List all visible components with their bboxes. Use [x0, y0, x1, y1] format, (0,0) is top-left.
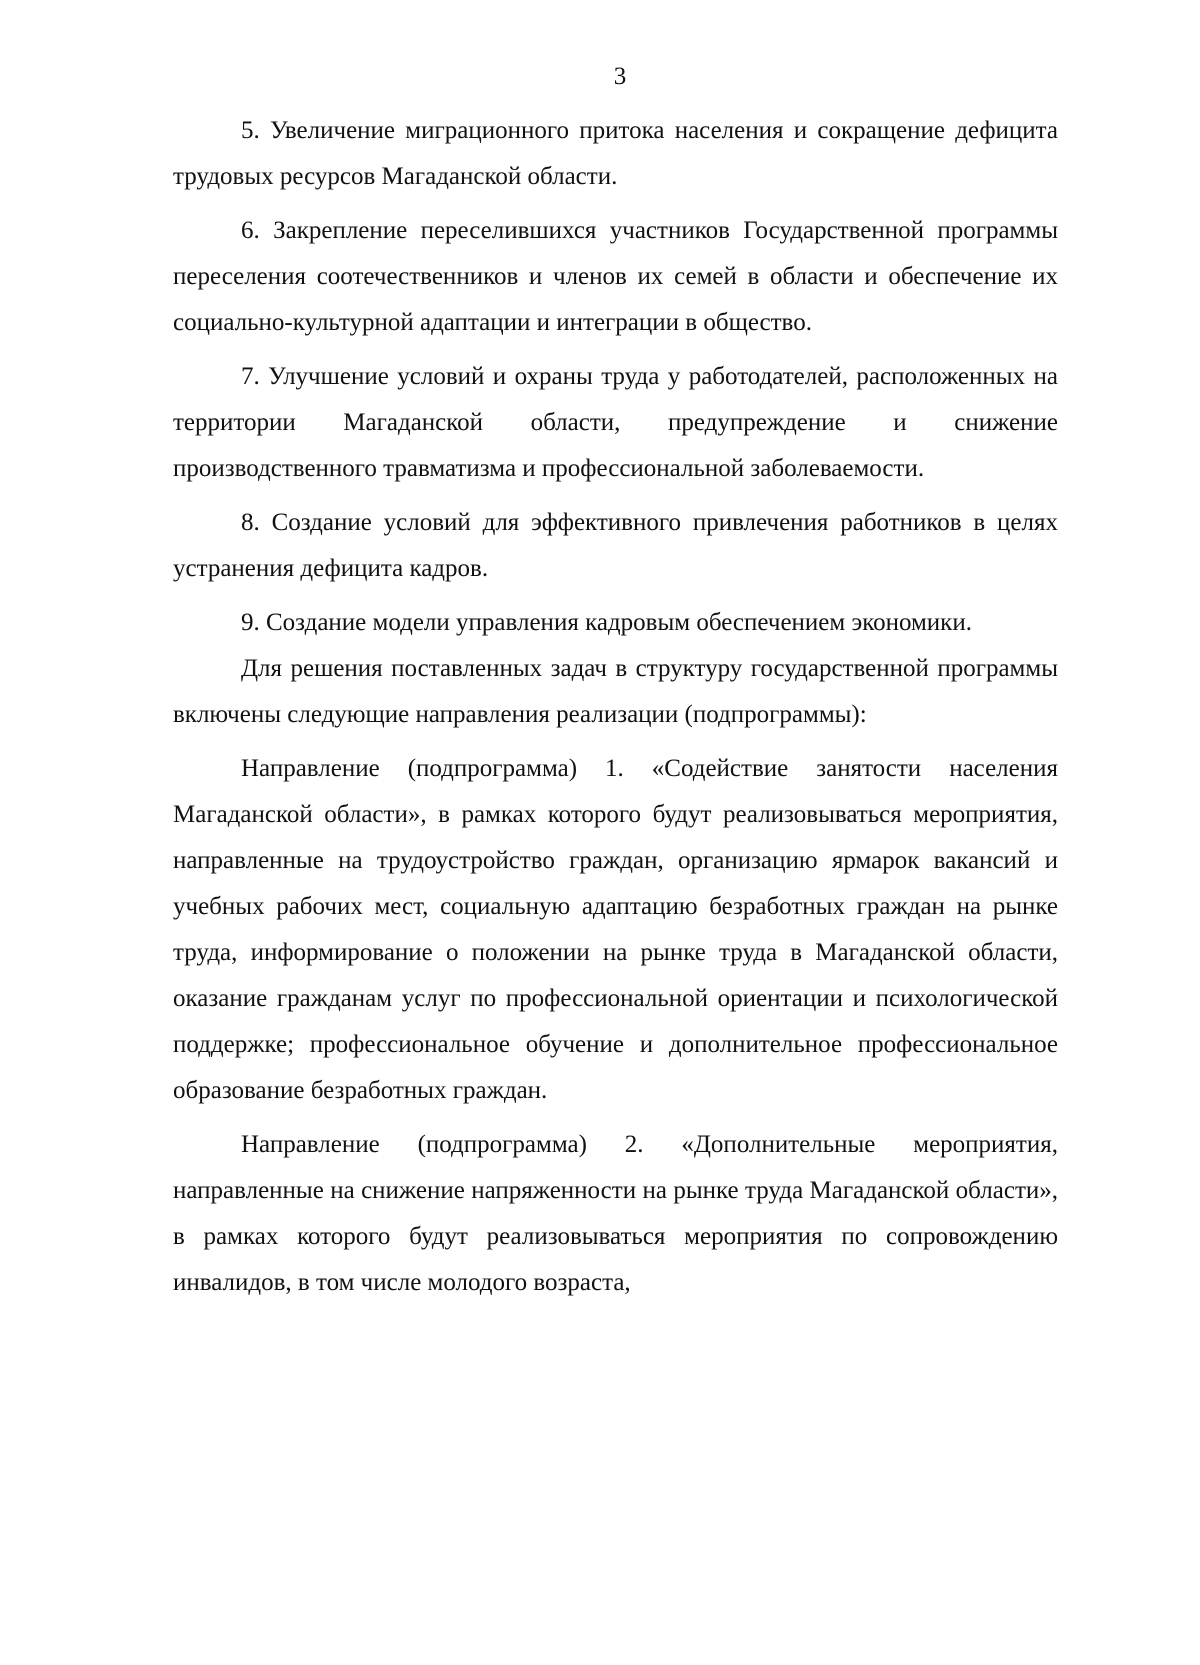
paragraph-item-8: 8. Создание условий для эффективного привлечения работников в целях устранения дефицита кадров. — [173, 509, 1058, 582]
document-body — [173, 100, 1058, 1306]
paragraph-item-7: 7. Улучшение условий и охраны труда у работодателей, расположенных на территории Магаданской области, предупреждение и снижение производственного травматизма и профессиональной заболеваемости. — [173, 363, 1058, 482]
page-number: 3 — [613, 63, 627, 90]
paragraph-directions-intro: Для решения поставленных задач в структуру государственной программы включены следующие направления реализации (подпрограммы): — [173, 655, 1058, 728]
paragraph-subprogram-2: Направление (подпрограмма) 2. «Дополнительные мероприятия, направленные на снижение напряженности на рынке труда Магаданской области», в рамках которого будут реализовываться мероприятия по сопровождению инвалидов, в том числе молодого возраста, — [173, 1131, 1058, 1296]
paragraph-item-5: 5. Увеличение миграционного притока населения и сокращение дефицита трудовых ресурсов Магаданской области. — [173, 117, 1058, 190]
paragraph-item-6: 6. Закрепление переселившихся участников Государственной программы переселения соотечественников и членов их семей в области и обеспечение их социально-культурной адаптации и интеграции в общество. — [173, 217, 1058, 336]
paragraph-item-9: 9. Создание модели управления кадровым обеспечением экономики. — [241, 609, 972, 636]
paragraph-subprogram-1: Направление (подпрограмма) 1. «Содействие занятости населения Магаданской области», в рамках которого будут реализовываться мероприятия, направленные на трудоустройство граждан, организацию ярмарок вакансий и учебных рабочих мест, социальную адаптацию безработных граждан на рынке труда, информирование о положении на рынке труда в Магаданской области, оказание гражданам услуг по профессиональной ориентации и психологической поддержке; профессиональное обучение и дополнительное профессиональное образование безработных граждан. — [173, 755, 1058, 1104]
